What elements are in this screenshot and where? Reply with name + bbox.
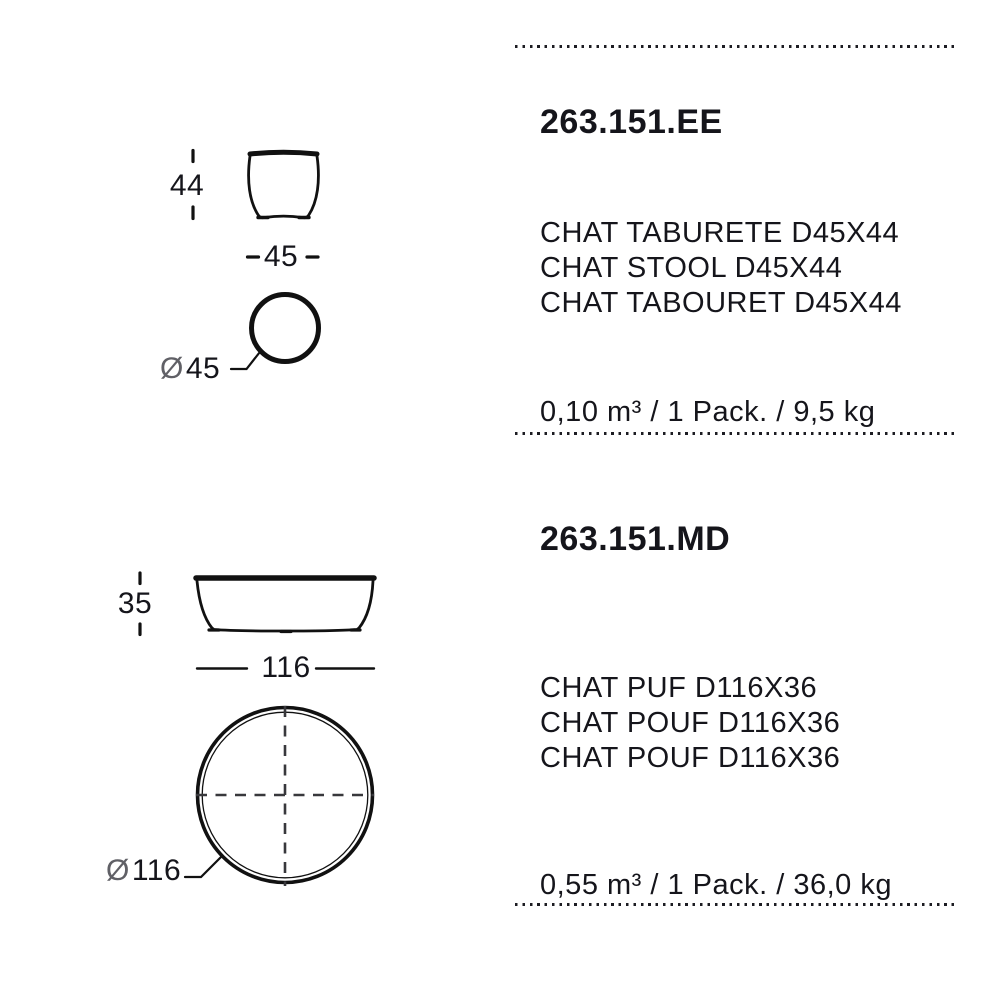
product-name-line: CHAT POUF D116X36 <box>540 707 841 739</box>
stool-width-label: 45 <box>263 240 299 273</box>
stool-diameter-label <box>160 352 220 386</box>
packing-info-2: 0,55 m³ / 1 Pack. / 36,0 kg <box>540 869 892 901</box>
section-divider-top <box>515 45 955 48</box>
pouf-top-view <box>185 706 374 886</box>
stool-seat-line <box>250 152 317 154</box>
diameter-symbol: Ø <box>106 854 130 887</box>
diameter-leader-line <box>231 353 260 370</box>
product-code-1: 263.151.EE <box>540 103 723 141</box>
diameter-symbol: Ø <box>160 352 184 385</box>
stool-diameter-value: 45 <box>185 352 221 385</box>
section-divider-middle <box>515 432 955 435</box>
product-name-line: CHAT TABURETE D45X44 <box>540 217 900 249</box>
product-code-2: 263.151.MD <box>540 520 731 558</box>
product-name-line: CHAT TABOURET D45X44 <box>540 287 902 319</box>
section-divider-bottom <box>515 903 955 906</box>
product-names-2 <box>540 671 840 776</box>
pouf-diameter-label <box>106 854 181 888</box>
stool-top-circle <box>252 295 319 362</box>
diameter-leader-line <box>185 857 222 878</box>
product-name-line: CHAT POUF D116X36 <box>540 742 841 774</box>
packing-info-1: 0,10 m³ / 1 Pack. / 9,5 kg <box>540 396 876 428</box>
pouf-body-outline <box>197 581 373 631</box>
stool-side-view <box>249 152 319 217</box>
pouf-width-label: 116 <box>261 651 311 684</box>
stool-top-view <box>231 295 319 370</box>
pouf-side-view <box>196 578 374 632</box>
product-names-1 <box>540 216 902 321</box>
pouf-height-label: 35 <box>117 587 153 620</box>
pouf-diameter-value: 116 <box>131 854 182 887</box>
product-name-line: CHAT PUF D116X36 <box>540 672 818 704</box>
stool-body-outline <box>249 156 319 218</box>
product-name-line: CHAT STOOL D45X44 <box>540 252 843 284</box>
stool-height-label: 44 <box>169 169 205 202</box>
